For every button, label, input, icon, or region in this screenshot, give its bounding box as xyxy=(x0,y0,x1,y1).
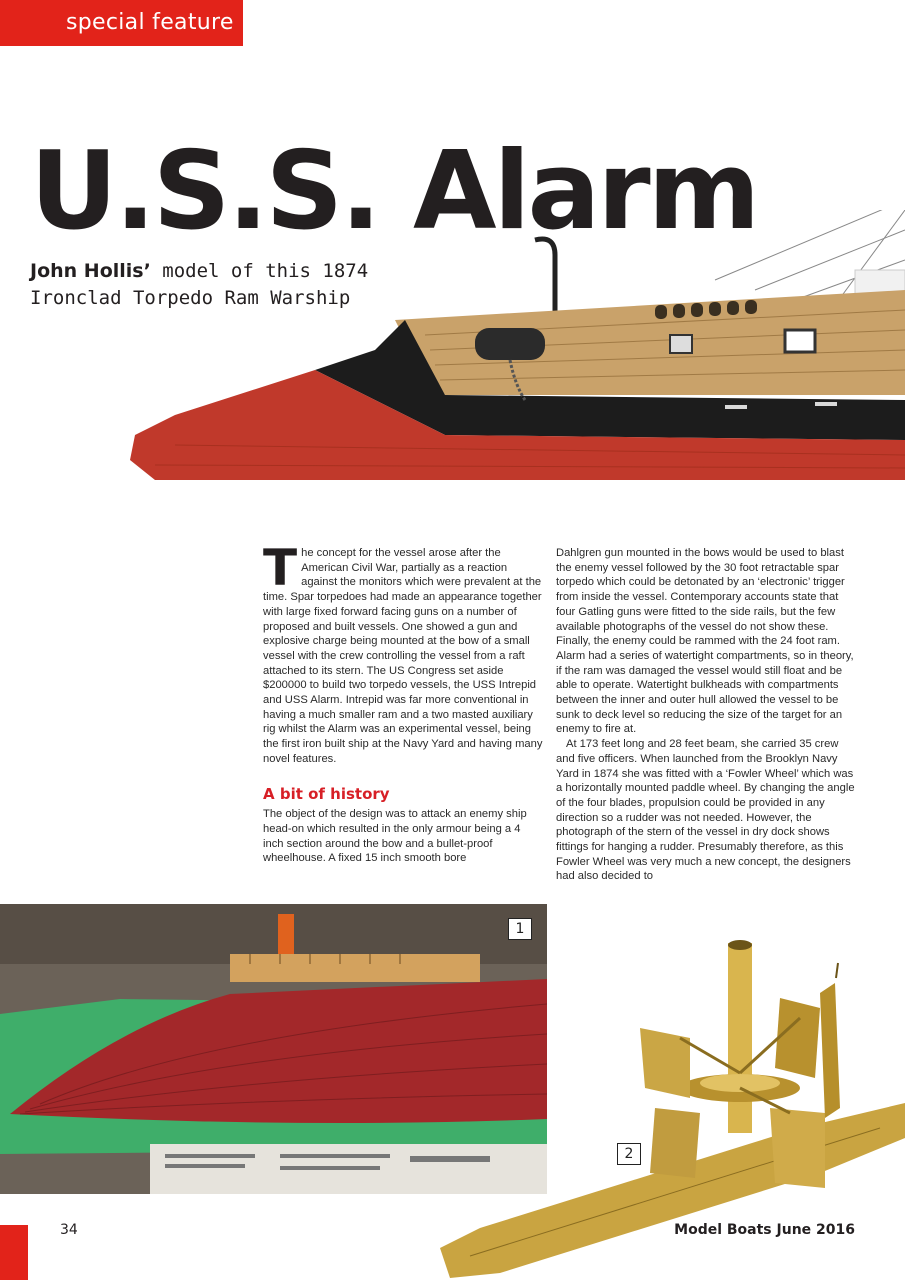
figure-label-1: 1 xyxy=(508,918,532,940)
drop-cap: T xyxy=(263,539,298,597)
paragraph-4: At 173 feet long and 28 feet beam, she carried 35 crew and five officers. When launched from the Brooklyn Navy Yard in 1874 she was fitted with a ‘Fowler Wheel’ which was a horizontally mounted paddle wheel. By changing the angle of the four blades, propulsion could be provided in any direction so a rudder was not needed. However, the photograph of the stern of the vessel in dry dock shows fittings for hanging a rudder. Presumably therefore, as this Fowler Wheel was very much a new concept, the designers had also decided to xyxy=(556,738,855,883)
paragraph-1: he concept for the vessel arose after the American Civil War, partially as a reaction against the monitors which were prevalent at the time. Spar torpedoes had made an appearance together with large fixed forward facing guns on a number of proposed and built vessels. One showed a gun and explosive charge being mounted at the bow of a small vessel with the crew controlling the vessel from a raft attached to its stern. The US Congress set aside $200000 to build two torpedo vessels, the USS Intrepid and USS Alarm. Intrepid was far more conventional in having a much smaller ram and a two masted auxiliary rig whilst the Alarm was an experimental vessel, being the first iron built ship at the Navy Yard and having many novel features. xyxy=(263,547,543,765)
footer-red-bar xyxy=(0,1225,28,1280)
article-column-2 xyxy=(556,546,856,884)
article-title: U.S.S. Alarm xyxy=(30,129,758,254)
author-name: John Hollis’ xyxy=(30,260,151,282)
paragraph-3: Dahlgren gun mounted in the bows would be used to blast the enemy vessel followed by the 30 foot retractable spar torpedo which could be detonated by an ‘electronic’ trigger from inside the vessel. Contemporary accounts state that four Gatling guns were fitted to the side rails, but the few available photographs of the vessel do not show these. Finally, the enemy could be rammed with the 24 foot ram. Alarm had a series of watertight compartments, so in theory, if the ram was damaged the vessel would still float and be able to operate. Watertight bulkheads with compartments between the inner and outer hull allowed the vessel to be sunk to deck level so reducing the size of the target for an enemy to fire at. xyxy=(556,547,854,736)
section-tab xyxy=(0,0,243,46)
subtitle-line2: Ironclad Torpedo Ram Warship xyxy=(30,287,351,309)
section-tab-label: special feature xyxy=(66,10,234,35)
figure-label-2: 2 xyxy=(617,1143,641,1165)
magazine-issue: Model Boats June 2016 xyxy=(674,1222,855,1238)
section-heading: A bit of history xyxy=(263,784,390,803)
article-column-1 xyxy=(263,539,544,866)
page-number: 34 xyxy=(60,1222,78,1238)
paragraph-2: The object of the design was to attack an enemy ship head-on which resulted in the only armour being a 4 inch section around the bow and a bullet-proof wheelhouse. A fixed 15 inch smooth bore xyxy=(263,808,527,865)
model-ship-photo xyxy=(115,210,905,510)
subtitle-line1: model of this 1874 xyxy=(150,260,369,282)
